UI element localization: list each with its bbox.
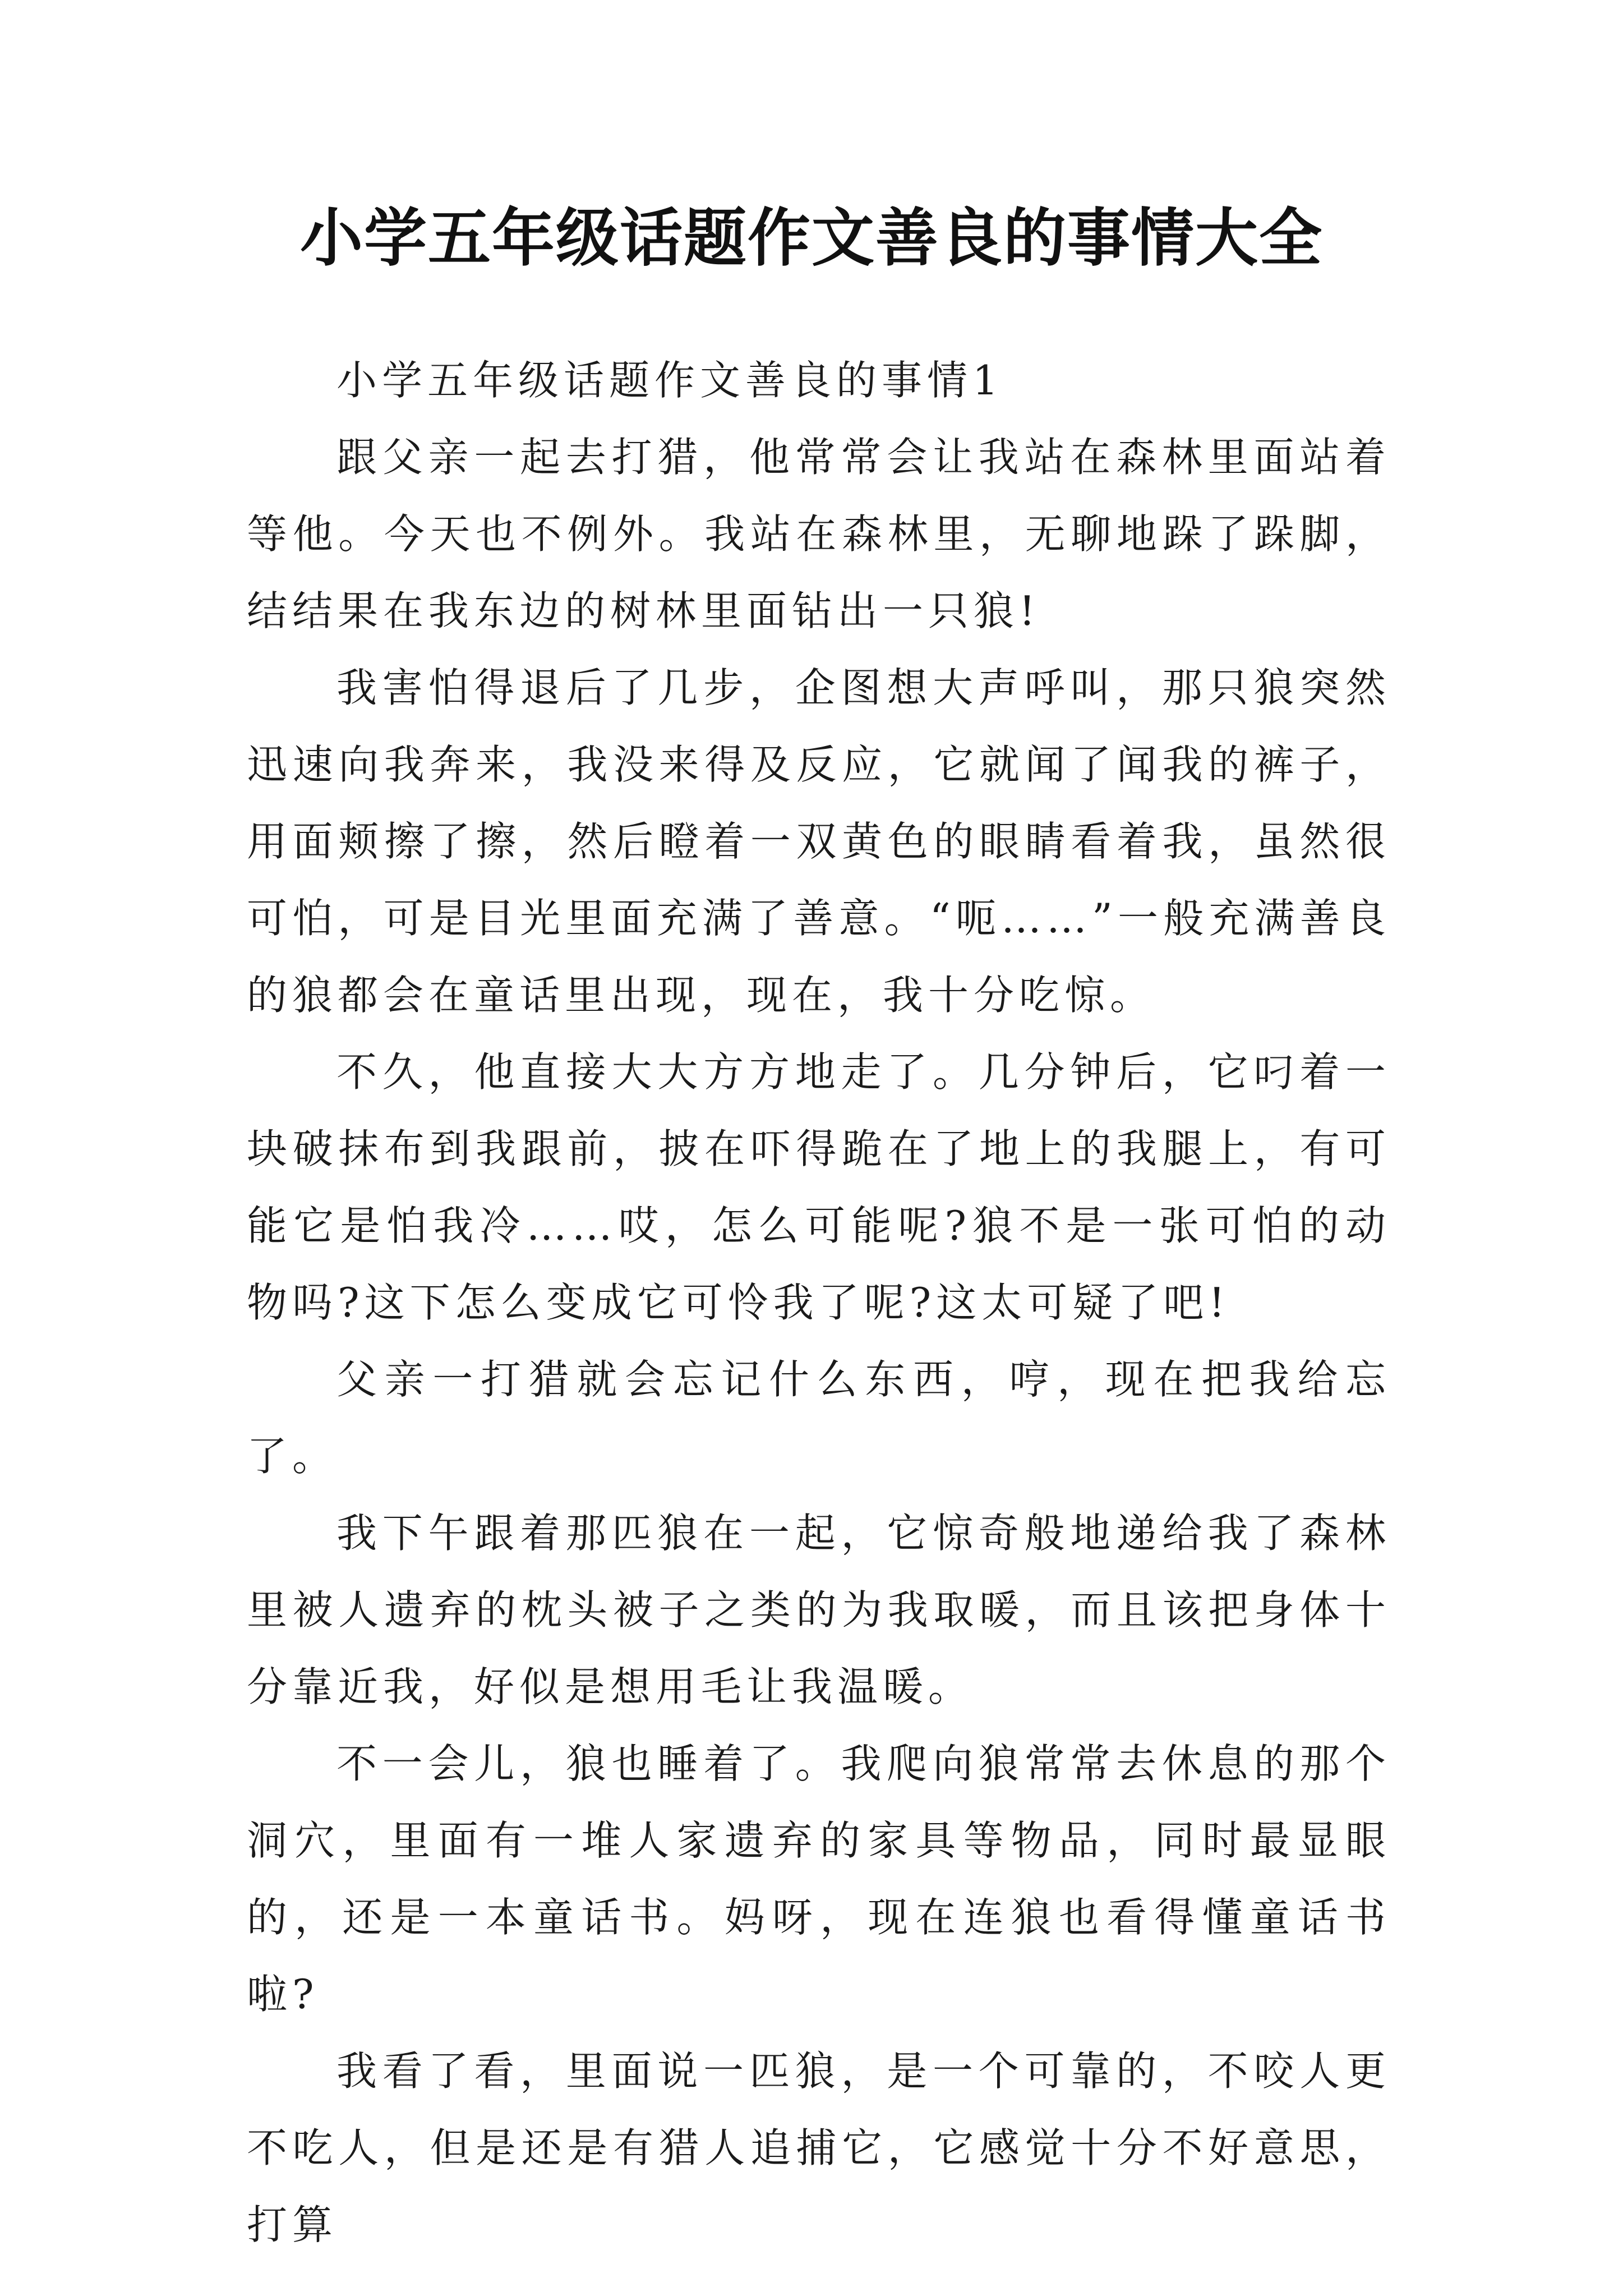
document-title: 小学五年级话题作文善良的事情大全: [300, 201, 1323, 275]
paragraph: 我看了看，里面说一匹狼，是一个可靠的，不咬人更不吃人，但是还是有猎人追捕它，它感觉十分不好意思，打算: [247, 2047, 1391, 2248]
paragraph-subheading: 小学五年级话题作文善良的事情1: [336, 357, 1003, 404]
document-body: [247, 342, 1391, 2263]
paragraph: 不一会儿，狼也睡着了。我爬向狼常常去休息的那个洞穴，里面有一堆人家遗弃的家具等物品，同时最显眼的，还是一本童话书。妈呀，现在连狼也看得懂童话书啦?: [247, 1740, 1391, 2018]
paragraph: 不久，他直接大大方方地走了。几分钟后，它叼着一块破抹布到我跟前，披在吓得跪在了地上的我腿上，有可能它是怕我冷……哎，怎么可能呢?狼不是一张可怕的动物吗?这下怎么变成它可怜我了呢?这太可疑了吧!: [247, 1048, 1391, 1326]
paragraph: 父亲一打猎就会忘记什么东西，哼，现在把我给忘了。: [247, 1356, 1391, 1480]
paragraph: 我害怕得退后了几步，企图想大声呼叫，那只狼突然迅速向我奔来，我没来得及反应，它就闻了闻我的裤子，用面颊擦了擦，然后瞪着一双黄色的眼睛看着我，虽然很可怕，可是目光里面充满了善意。“呃……”一般充满善良的狼都会在童话里出现，现在，我十分吃惊。: [247, 664, 1391, 1019]
paragraph: 我下午跟着那匹狼在一起，它惊奇般地递给我了森林里被人遗弃的枕头被子之类的为我取暖，而且该把身体十分靠近我，好似是想用毛让我温暖。: [247, 1510, 1391, 1710]
paragraph: 跟父亲一起去打猎，他常常会让我站在森林里面站着等他。今天也不例外。我站在森林里，无聊地跺了跺脚，结结果在我东边的树林里面钻出一只狼!: [247, 434, 1391, 634]
